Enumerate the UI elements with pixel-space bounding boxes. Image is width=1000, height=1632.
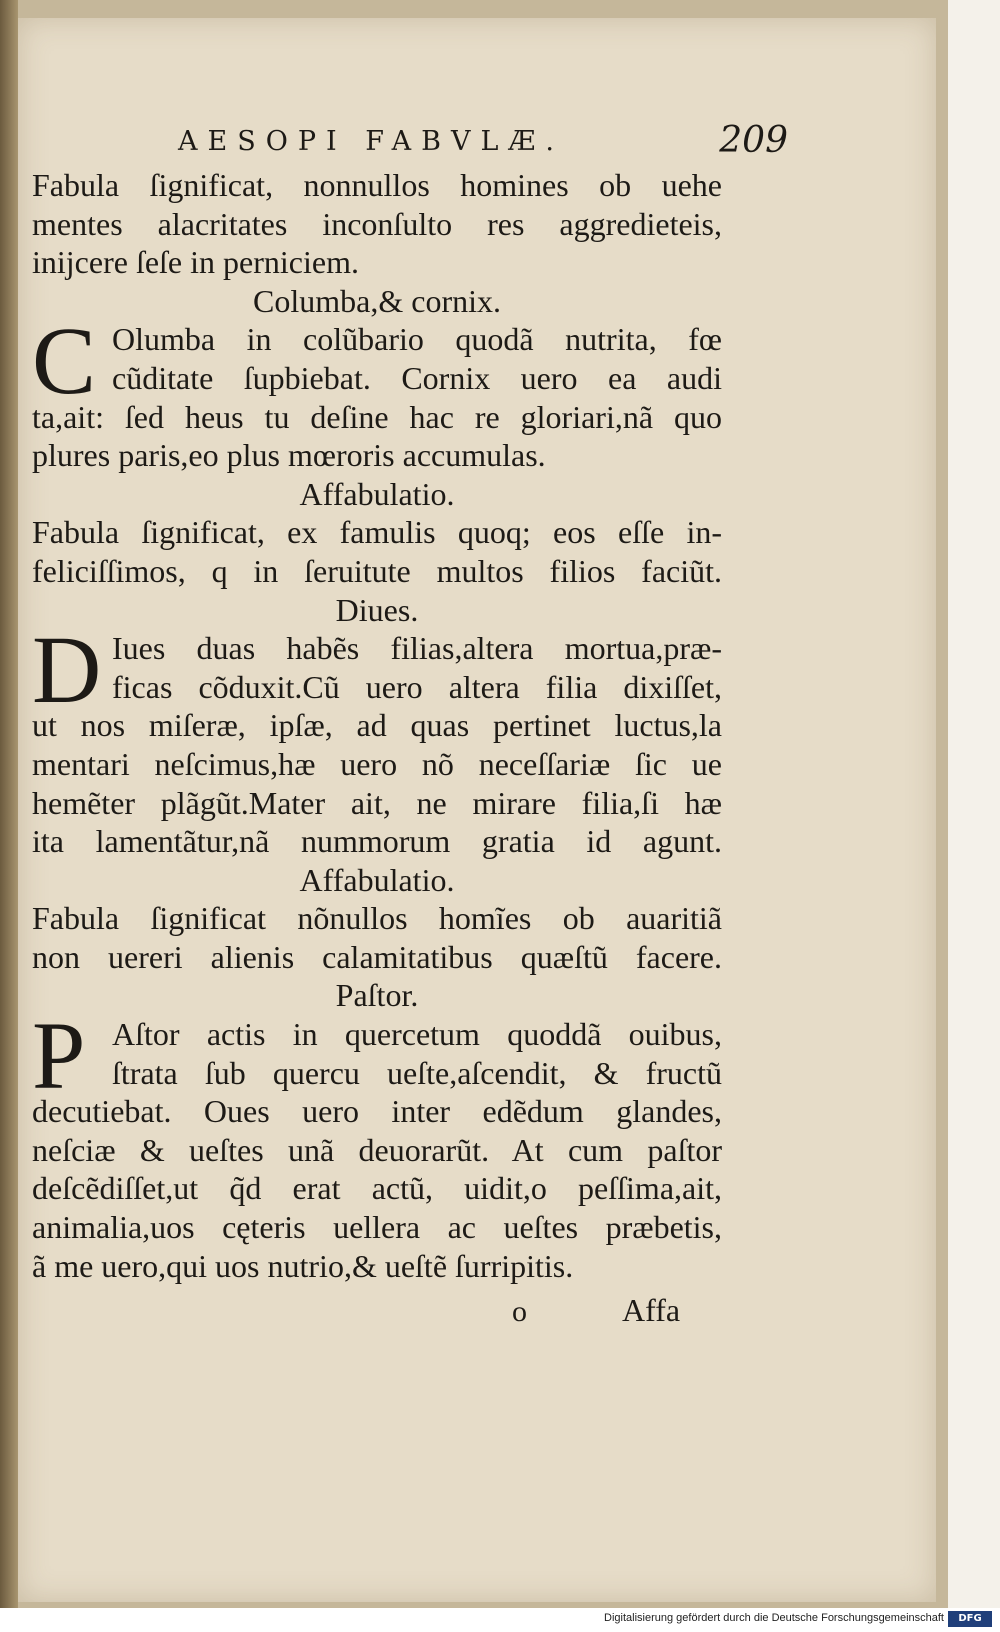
- catchword-row: [32, 1291, 722, 1339]
- text-line: Fabula ſignificat nõnullos homĩes ob auaritiã: [32, 900, 722, 937]
- text-line: mentari neſcimus,hæ uero nõ neceſſariæ ſic ue: [32, 745, 722, 782]
- running-head: [158, 118, 788, 168]
- text-line: ã me uero,qui uos nutrio,& ueſtẽ ſurripitis.: [32, 1247, 574, 1284]
- fable-paragraph: [32, 616, 722, 861]
- text-line: ita lamentãtur,nã nummorum gratia id agunt.: [32, 823, 722, 860]
- fable-paragraph: [32, 1002, 722, 1285]
- moral-heading: Affabulatio.: [299, 861, 455, 898]
- text-line: ſtrata ſub quercu ueſte,aſcendit, & fructũ: [112, 1054, 722, 1091]
- page-number: 209: [719, 120, 788, 161]
- page-body: [32, 166, 722, 1339]
- fable-heading: Columba,& cornix.: [253, 282, 501, 319]
- funding-credit: Digitalisierung gefördert durch die Deutsche Forschungsgemeinschaft: [604, 1612, 944, 1624]
- text-line: plures paris,eo plus mœroris accumulas.: [32, 437, 546, 474]
- text-line: hemẽter plãgũt.Mater ait, ne mirare filia,ſi hæ: [32, 784, 722, 821]
- text-line: Fabula ſignificat, nonnullos homines ob uehe: [32, 167, 722, 203]
- drop-cap: D: [32, 616, 102, 724]
- catchword: Affa: [622, 1292, 681, 1329]
- text-line: Olumba in colũbario quodã nutrita, fœ: [112, 321, 722, 358]
- text-line: non uereri alienis calamitatibus quæſtũ facere.: [32, 938, 722, 975]
- text-line: decutiebat. Oues uero inter edẽdum glandes,: [32, 1093, 722, 1130]
- fable-heading: Diues.: [335, 591, 419, 628]
- text-line: ficas cõduxit.Cũ uero altera filia dixiſſet,: [112, 668, 722, 705]
- drop-cap: C: [32, 307, 97, 415]
- text-line: cũditate ſupbiebat. Cornix uero ea audi: [112, 359, 722, 396]
- fable-heading: Paſtor.: [335, 977, 419, 1014]
- text-line: deſcẽdiſſet,ut q̃d erat actũ, uidit,o peſſima,ait,: [32, 1170, 722, 1207]
- text-line: ta,ait: ſed heus tu deſine hac re gloriari,nã quo: [32, 398, 722, 435]
- text-line: Aſtor actis in quercetum quoddã ouibus,: [112, 1016, 722, 1053]
- text-line: Iues duas habẽs filias,altera mortua,præ-: [112, 630, 722, 667]
- fable-paragraph: [32, 307, 722, 474]
- book-spine: [0, 0, 18, 1608]
- text-line: feliciſſimos, q in ſeruitute multos filios faciũt.: [32, 552, 722, 589]
- text-line: inijcere ſeſe in perniciem.: [32, 244, 359, 281]
- drop-cap: P: [32, 1002, 86, 1110]
- dfg-logo-icon: DFG: [948, 1611, 992, 1627]
- book-page: [18, 18, 936, 1602]
- digitization-footer: [0, 1608, 1000, 1632]
- signature-mark: o: [512, 1295, 527, 1329]
- moral-heading: Affabulatio.: [299, 475, 455, 512]
- text-line: Fabula ſignificat, ex famulis quoq; eos eſſe in-: [32, 514, 722, 551]
- text-line: animalia,uos cęteris uellera ac ueſtes præbetis,: [32, 1209, 722, 1246]
- text-line: ut nos miſeræ, ipſæ, ad quas pertinet luctus,la: [32, 707, 722, 744]
- running-title: AESOPI FABVLÆ.: [178, 126, 565, 157]
- text-line: mentes alacritates inconſulto res aggredieteis,: [32, 205, 722, 242]
- text-line: neſciæ & ueſtes unã deuorarũt. At cum paſtor: [32, 1131, 722, 1168]
